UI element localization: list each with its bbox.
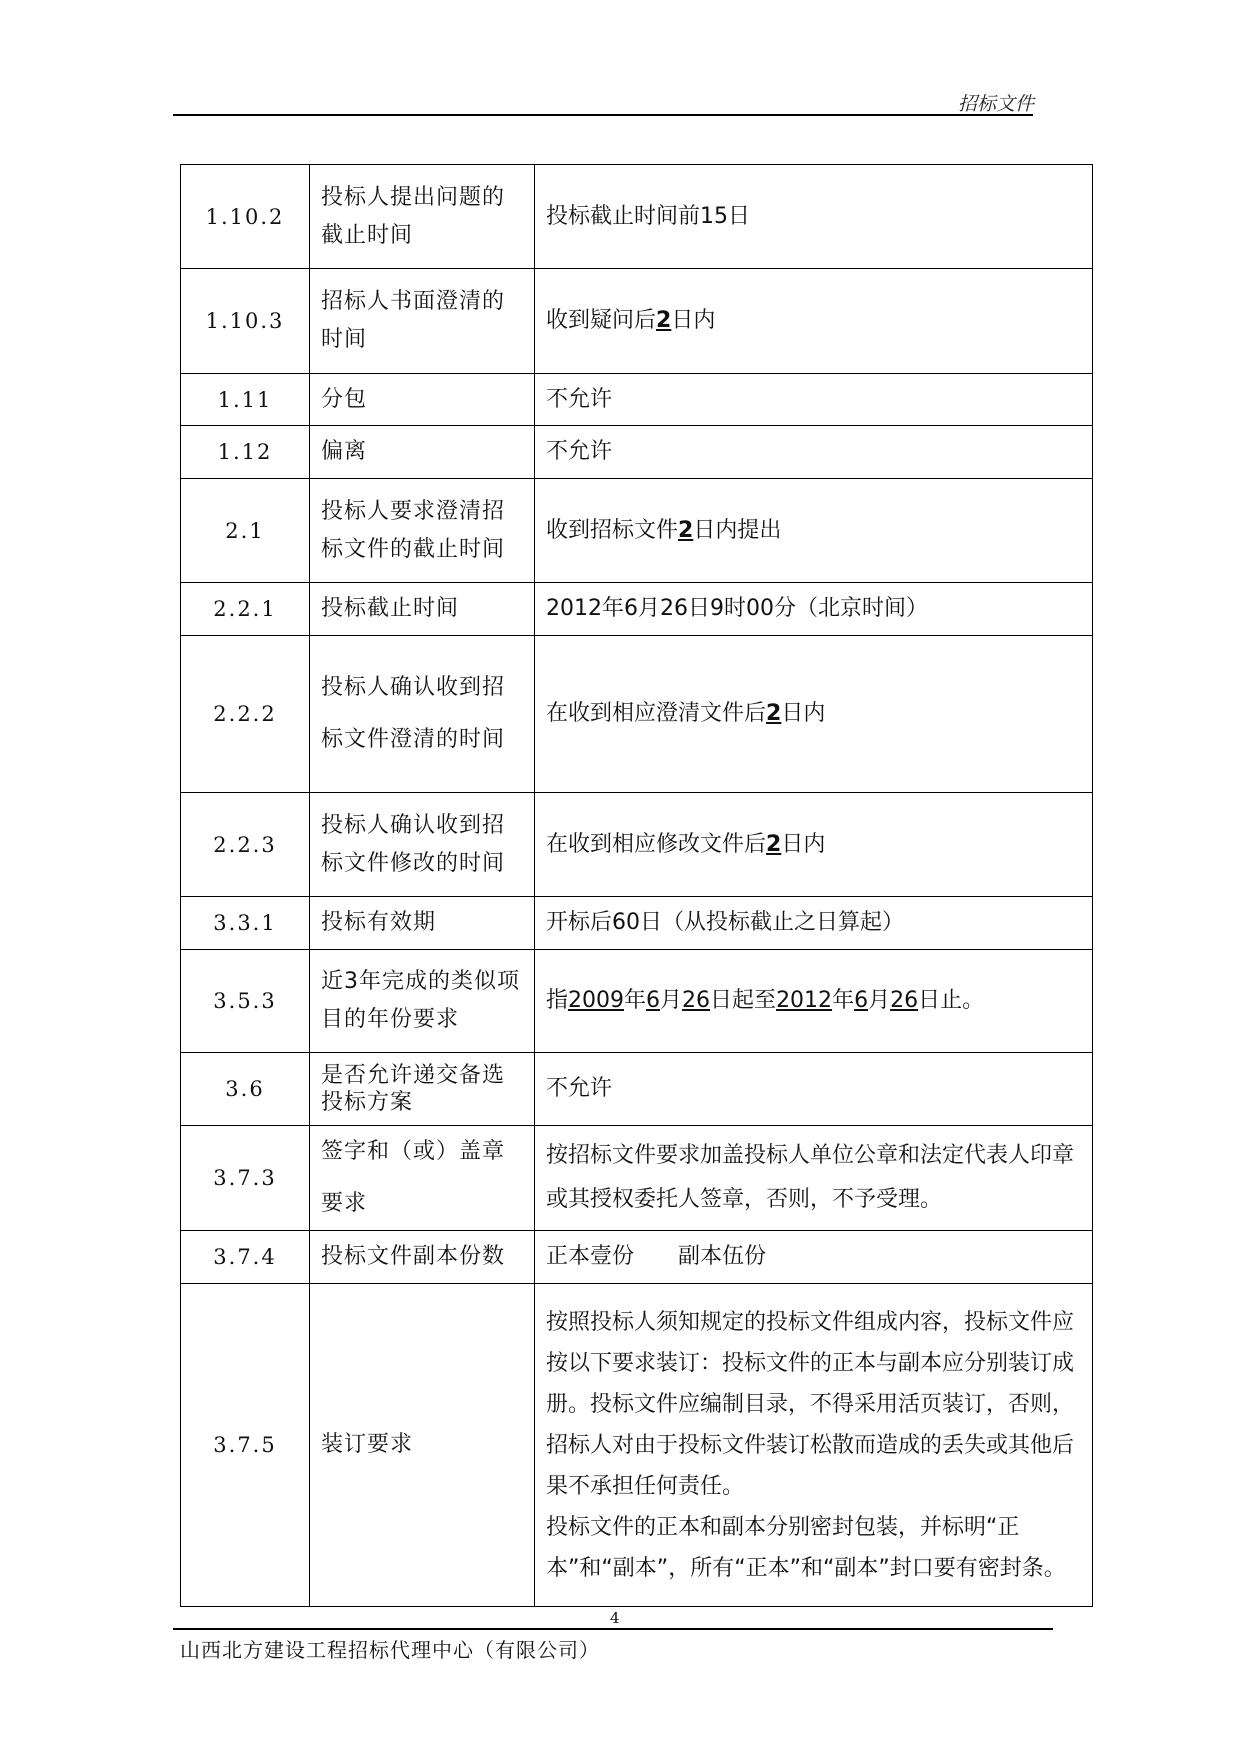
- clause-item: 投标文件副本份数: [310, 1231, 535, 1284]
- clause-content: 投标截止时间前15日: [535, 165, 1093, 269]
- bid-terms-table: [180, 164, 1093, 1607]
- underlined-value: 2012: [776, 988, 833, 1013]
- content-text: 在收到相应澄清文件后: [546, 701, 767, 726]
- clause-content: [535, 479, 1093, 583]
- content-paragraph: 投标文件的正本和副本分别密封包装，并标明“正本”和“副本”，所有“正本”和“副本”封口要有密封条。: [546, 1514, 1066, 1581]
- table-row: [181, 793, 1093, 897]
- clause-item: 是否允许递交备选投标方案: [310, 1053, 535, 1126]
- clause-item: 投标人确认收到招标文件澄清的时间: [310, 636, 535, 793]
- clause-item: 投标截止时间: [310, 583, 535, 636]
- content-text: 指: [546, 988, 569, 1013]
- content-text: 在收到相应修改文件后: [546, 831, 767, 857]
- header-title: 招标文件: [958, 93, 1035, 115]
- clause-item: 签字和（或）盖章要求: [310, 1126, 535, 1231]
- content-text: 月: [660, 988, 683, 1013]
- content-text: 年: [624, 988, 647, 1013]
- underlined-value: 26: [890, 988, 919, 1013]
- clause-content: 按招标文件要求加盖投标人单位公章和法定代表人印章或其授权委托人签章，否则，不予受理。: [535, 1126, 1093, 1231]
- table-row: [181, 583, 1093, 636]
- table-row: [181, 897, 1093, 950]
- clause-item: 投标人提出问题的截止时间: [310, 165, 535, 269]
- header-rule: [173, 114, 1033, 116]
- clause-content: [535, 950, 1093, 1053]
- content-text: 收到招标文件: [546, 517, 679, 543]
- table-row: [181, 479, 1093, 583]
- underlined-value: 2: [678, 517, 694, 543]
- table-row: [181, 636, 1093, 793]
- clause-number: 3.3.1: [181, 897, 310, 950]
- table-row: [181, 1126, 1093, 1231]
- table-row: [181, 374, 1093, 426]
- underlined-value: 2: [656, 308, 672, 333]
- clause-number: 3.6: [181, 1053, 310, 1126]
- clause-number: 2.1: [181, 479, 310, 583]
- clause-content: [535, 636, 1093, 793]
- clause-content: [535, 269, 1093, 374]
- clause-item: 招标人书面澄清的时间: [310, 269, 535, 374]
- clause-number: 3.7.5: [181, 1284, 310, 1607]
- clause-number: 2.2.1: [181, 583, 310, 636]
- content-text: 日止。: [918, 988, 985, 1013]
- clause-item: 投标人要求澄清招标文件的截止时间: [310, 479, 535, 583]
- clause-content: 不允许: [535, 1053, 1093, 1126]
- content-text: 收到疑问后: [546, 308, 657, 333]
- clause-content: 不允许: [535, 426, 1093, 479]
- content-paragraph: 按照投标人须知规定的投标文件组成内容，投标文件应按以下要求装订：投标文件的正本与副本应分别装订成册。投标文件应编制目录，不得采用活页装订，否则，招标人对由于投标文件装订松散而造成的丢失或其他后果不承担任何责任。: [546, 1309, 1075, 1499]
- clause-item: 偏离: [310, 426, 535, 479]
- clause-item: 投标有效期: [310, 897, 535, 950]
- footer-rule: [173, 1628, 1053, 1630]
- clause-item: 装订要求: [310, 1284, 535, 1607]
- table-row: [181, 165, 1093, 269]
- table-row: [181, 1231, 1093, 1284]
- clause-number: 1.10.2: [181, 165, 310, 269]
- table-row: [181, 1284, 1093, 1607]
- clause-content: 2012年6月26日9时00分（北京时间）: [535, 583, 1093, 636]
- underlined-value: 2: [766, 701, 782, 726]
- underlined-value: 2: [766, 831, 782, 857]
- clause-item: 近3年完成的类似项目的年份要求: [310, 950, 535, 1053]
- underlined-value: 6: [854, 988, 869, 1013]
- clause-number: 3.5.3: [181, 950, 310, 1053]
- table-row: [181, 1053, 1093, 1126]
- clause-number: 1.10.3: [181, 269, 310, 374]
- clause-item: 分包: [310, 374, 535, 426]
- content-text: 月: [868, 988, 891, 1013]
- clause-number: 2.2.3: [181, 793, 310, 897]
- underlined-value: 2009: [568, 988, 625, 1013]
- content-text: 年: [832, 988, 855, 1013]
- clause-content: 不允许: [535, 374, 1093, 426]
- clause-number: 1.11: [181, 374, 310, 426]
- clause-content: 开标后60日（从投标截止之日算起）: [535, 897, 1093, 950]
- clause-number: 3.7.3: [181, 1126, 310, 1231]
- clause-content: [535, 1284, 1093, 1607]
- underlined-value: 6: [646, 988, 661, 1013]
- clause-content: [535, 793, 1093, 897]
- clause-item: 投标人确认收到招标文件修改的时间: [310, 793, 535, 897]
- clause-number: 1.12: [181, 426, 310, 479]
- content-text: 日内提出: [693, 517, 782, 543]
- content-text: 日内: [781, 701, 826, 726]
- content-text: 日内: [781, 831, 826, 857]
- footer-organization: 山西北方建设工程招标代理中心（有限公司）: [180, 1638, 600, 1662]
- clause-number: 2.2.2: [181, 636, 310, 793]
- underlined-value: 26: [682, 988, 711, 1013]
- clause-number: 3.7.4: [181, 1231, 310, 1284]
- clause-content: 正本壹份 副本伍份: [535, 1231, 1093, 1284]
- table-row: [181, 950, 1093, 1053]
- page-number: 4: [610, 1609, 620, 1627]
- table-row: [181, 426, 1093, 479]
- table-row: [181, 269, 1093, 374]
- content-text: 日内: [671, 308, 716, 333]
- content-text: 日起至: [710, 988, 777, 1013]
